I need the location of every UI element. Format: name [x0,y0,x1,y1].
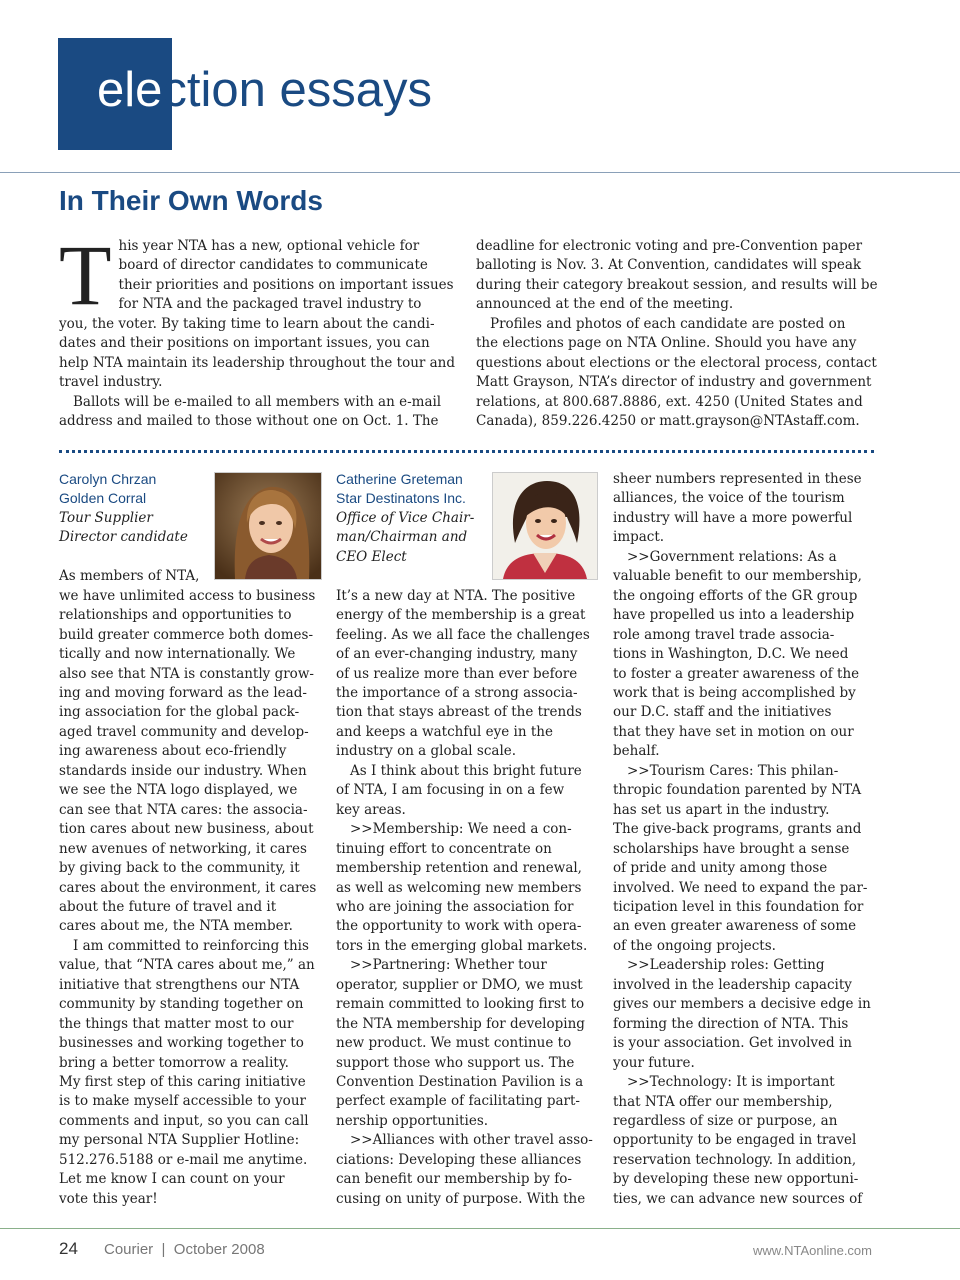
continuation-column [613,470,875,1209]
footer-separator: | [161,1241,166,1258]
body-line: is your association. Get involved in [613,1035,852,1052]
body-line: tions in Washington, D.C. We need [613,646,849,663]
candidate2-role-line: Office of Vice Chair- [336,509,475,526]
body-line: can benefit our membership by fo- [336,1171,572,1188]
body-line: As members of NTA, [59,568,200,585]
body-line: we see the NTA logo displayed, we [59,782,298,799]
candidate2-company: Star Destinatons Inc. [336,490,466,507]
body-line: >>Tourism Cares: This philan- [627,762,839,779]
intro-line: help NTA maintain its leadership throughout the tour and [59,354,456,371]
body-line: thropic foundation parented by NTA [613,782,862,799]
body-line: support those who support us. The [336,1054,575,1071]
body-line: the ongoing efforts of the GR group [613,587,858,604]
body-line: is to make myself accessible to your [59,1093,306,1110]
body-line: ties, we can advance new sources of [613,1190,863,1207]
intro-line: deadline for electronic voting and pre-Convention paper [476,238,863,254]
intro-line: you, the voter. By taking time to learn about the candi- [59,315,435,332]
candidate2-name: Catherine Greteman [336,471,463,487]
intro-line: during their category breakout session, and results will be [476,276,878,293]
body-line: our D.C. staff and the initiatives [613,704,832,721]
body-line: value, that “NTA cares about me,” an [59,957,315,974]
body-line: by giving back to the community, it [59,860,300,877]
body-line: energy of the membership is a great [336,607,586,624]
header-title-part1: ele [97,63,163,117]
body-line: >>Membership: We need a con- [350,821,572,838]
intro-column-left [59,227,459,432]
body-line: tinuing effort to concentrate on [336,840,552,857]
body-line: about the future of travel and it [59,898,277,915]
article-title: In Their Own Words [59,185,323,216]
body-line: who are joining the association for [336,898,574,915]
body-line: sheer numbers represented in these [613,471,862,487]
body-line: opportunity to be engaged in travel [613,1132,857,1149]
body-line: aged travel community and develop- [59,723,309,740]
body-line: can see that NTA cares: the associa- [59,801,308,818]
body-line: role among travel trade associa- [613,626,835,643]
body-line: the NTA membership for developing [336,1015,585,1032]
drop-cap: T [59,227,112,323]
body-line: Convention Destination Pavilion is a [336,1074,584,1091]
body-line: feeling. As we all face the challenges [336,626,590,643]
body-line: the things that matter most to our [59,1015,294,1032]
intro-line: relations, at 800.687.8886, ext. 4250 (United States and [476,393,863,410]
body-line: standards inside our industry. When [59,762,307,779]
body-line: by developing these new opportuni- [613,1171,859,1188]
body-line: an even greater awareness of some [613,918,857,935]
body-line: relationships and opportunities to [59,607,292,624]
body-line: industry will have a more powerful [613,509,853,526]
candidate1-role-line: Director candidate [59,529,188,546]
section-header-title [97,63,433,117]
body-line: I am committed to reinforcing this [73,937,309,954]
candidate1-role-line: Tour Supplier [59,509,153,526]
candidate1-column [59,470,321,1209]
body-line: involved in the leadership capacity [613,976,852,993]
intro-line: for NTA and the packaged travel industry to [118,296,422,313]
body-line: ing association for the global pack- [59,704,300,721]
body-line: regardless of size or purpose, an [613,1112,838,1129]
body-line: valuable benefit to our membership, [613,568,862,585]
body-line: new avenues of networking, it cares [59,840,307,857]
body-line: >>Partnering: Whether tour [350,957,547,974]
body-line: vote this year! [59,1190,158,1207]
body-line: comments and input, so you can call [59,1112,309,1129]
intro-line: balloting is Nov. 3. At Convention, candidates will speak [476,257,862,274]
body-line: scholarships have brought a sense [613,840,850,857]
body-line: the importance of a strong associa- [336,684,578,701]
body-line: >>Technology: It is important [627,1074,835,1091]
body-line: ticipation level in this foundation for [613,898,864,915]
body-line: tors in the emerging global markets. [336,937,588,954]
body-line: cares about the environment, it cares [59,879,317,896]
header-divider [0,172,960,173]
body-line: nership opportunities. [336,1112,489,1129]
body-line: that NTA offer our membership, [613,1093,833,1110]
body-line: reservation technology. In addition, [613,1151,857,1168]
body-line: perfect example of facilitating part- [336,1093,580,1110]
body-line: we have unlimited access to business [59,587,316,604]
body-line: tion cares about new business, about [59,821,314,838]
body-line: >>Leadership roles: Getting [627,957,825,974]
intro-line: Ballots will be e-mailed to all members with an e-mail [73,393,442,410]
body-line: As I think about this bright future [350,762,582,779]
issue-date: October 2008 [173,1241,265,1258]
intro-line: dates and their positions on important issues, you can [59,335,430,352]
body-line: involved. We need to expand the par- [613,879,868,896]
body-line: tion that stays abreast of the trends [336,704,582,721]
body-line: of NTA, I am focusing in on a few [336,782,565,799]
body-line: bring a better tomorrow a reality. [59,1054,289,1071]
body-line: ing awareness about eco-friendly [59,743,287,760]
body-line: impact. [613,529,665,546]
body-line: businesses and working together to [59,1035,304,1052]
body-line: Let me know I can count on your [59,1171,285,1188]
body-line: operator, supplier or DMO, we must [336,976,583,993]
intro-line: his year NTA has a new, optional vehicle for [118,238,420,254]
body-line: gives our members a decisive edge in [613,996,871,1013]
body-line: >>Government relations: As a [627,548,837,565]
intro-column-right [476,237,876,432]
body-line: of us realize more than ever before [336,665,578,682]
dotted-divider [59,450,874,453]
body-line: initiative that strengthens our NTA [59,976,300,993]
body-line: as well as welcoming new members [336,879,582,896]
body-line: of the ongoing projects. [613,937,776,954]
body-line: The give-back programs, grants and [613,821,862,838]
body-line: also see that NTA is constantly grow- [59,665,314,682]
body-line: ciations: Developing these alliances [336,1151,582,1168]
intro-line: Canada), 859.226.4250 or matt.grayson@NTAstaff.com. [476,413,860,430]
publication-name: Courier [104,1241,154,1258]
body-line: new product. We must continue to [336,1035,572,1052]
candidate2-role-line: CEO Elect [336,548,407,565]
body-line: of an ever-changing industry, many [336,646,578,663]
candidate2-column [336,470,598,1209]
body-line: the opportunity to work with opera- [336,918,582,935]
intro-line: board of director candidates to communicate [118,257,428,274]
body-line: My first step of this caring initiative [59,1074,306,1091]
intro-line: Profiles and photos of each candidate are posted on [490,315,846,332]
body-line: industry on a global scale. [336,743,517,760]
body-line: of pride and unity among those [613,860,828,877]
footer-divider [0,1228,960,1229]
body-line: >>Alliances with other travel asso- [350,1132,593,1149]
body-line: tically and now internationally. We [59,646,296,663]
body-line: It’s a new day at NTA. The positive [336,587,576,604]
body-line: have propelled us into a leadership [613,607,855,624]
intro-line: address and mailed to those without one on Oct. 1. The [59,413,439,430]
body-line: that they have set in motion on our [613,723,854,740]
body-line: cusing on unity of purpose. With the [336,1190,586,1207]
header-title-part2: ction essays [162,63,433,117]
body-line: alliances, the voice of the tourism [613,490,845,507]
body-line: behalf. [613,743,660,760]
body-line: cares about me, the NTA member. [59,918,293,935]
intro-line: Matt Grayson, NTA’s director of industry and government [476,374,872,391]
website-link[interactable]: www.NTAonline.com [753,1243,872,1258]
page-number: 24 [59,1239,78,1258]
body-line: and keeps a watchful eye in the [336,723,553,740]
candidate1-company: Golden Corral [59,490,147,507]
body-line: my personal NTA Supplier Hotline: [59,1132,300,1149]
intro-line: their priorities and positions on important issues [118,276,454,293]
intro-line: announced at the end of the meeting. [476,296,734,313]
body-line: forming the direction of NTA. This [613,1015,849,1032]
body-line: remain committed to looking first to [336,996,585,1013]
body-line: membership retention and renewal, [336,860,582,877]
body-line: ing and moving forward as the lead- [59,684,307,701]
intro-line: the elections page on NTA Online. Should you have any [476,335,857,352]
intro-line: travel industry. [59,374,163,391]
intro-line: questions about elections or the electoral process, contact [476,354,877,371]
body-line: your future. [613,1054,695,1071]
body-line: build greater commerce both domes- [59,626,314,643]
body-line: work that is being accomplished by [613,684,856,701]
publication-info [104,1241,265,1258]
candidate2-role-line: man/Chairman and [336,529,468,546]
body-line: to foster a greater awareness of the [613,665,860,682]
body-line: key areas. [336,801,406,818]
body-line: has set us apart in the industry. [613,801,830,818]
body-line: 512.276.5188 or e-mail me anytime. [59,1151,308,1168]
candidate1-name: Carolyn Chrzan [59,471,157,487]
body-line: community by standing together on [59,996,304,1013]
